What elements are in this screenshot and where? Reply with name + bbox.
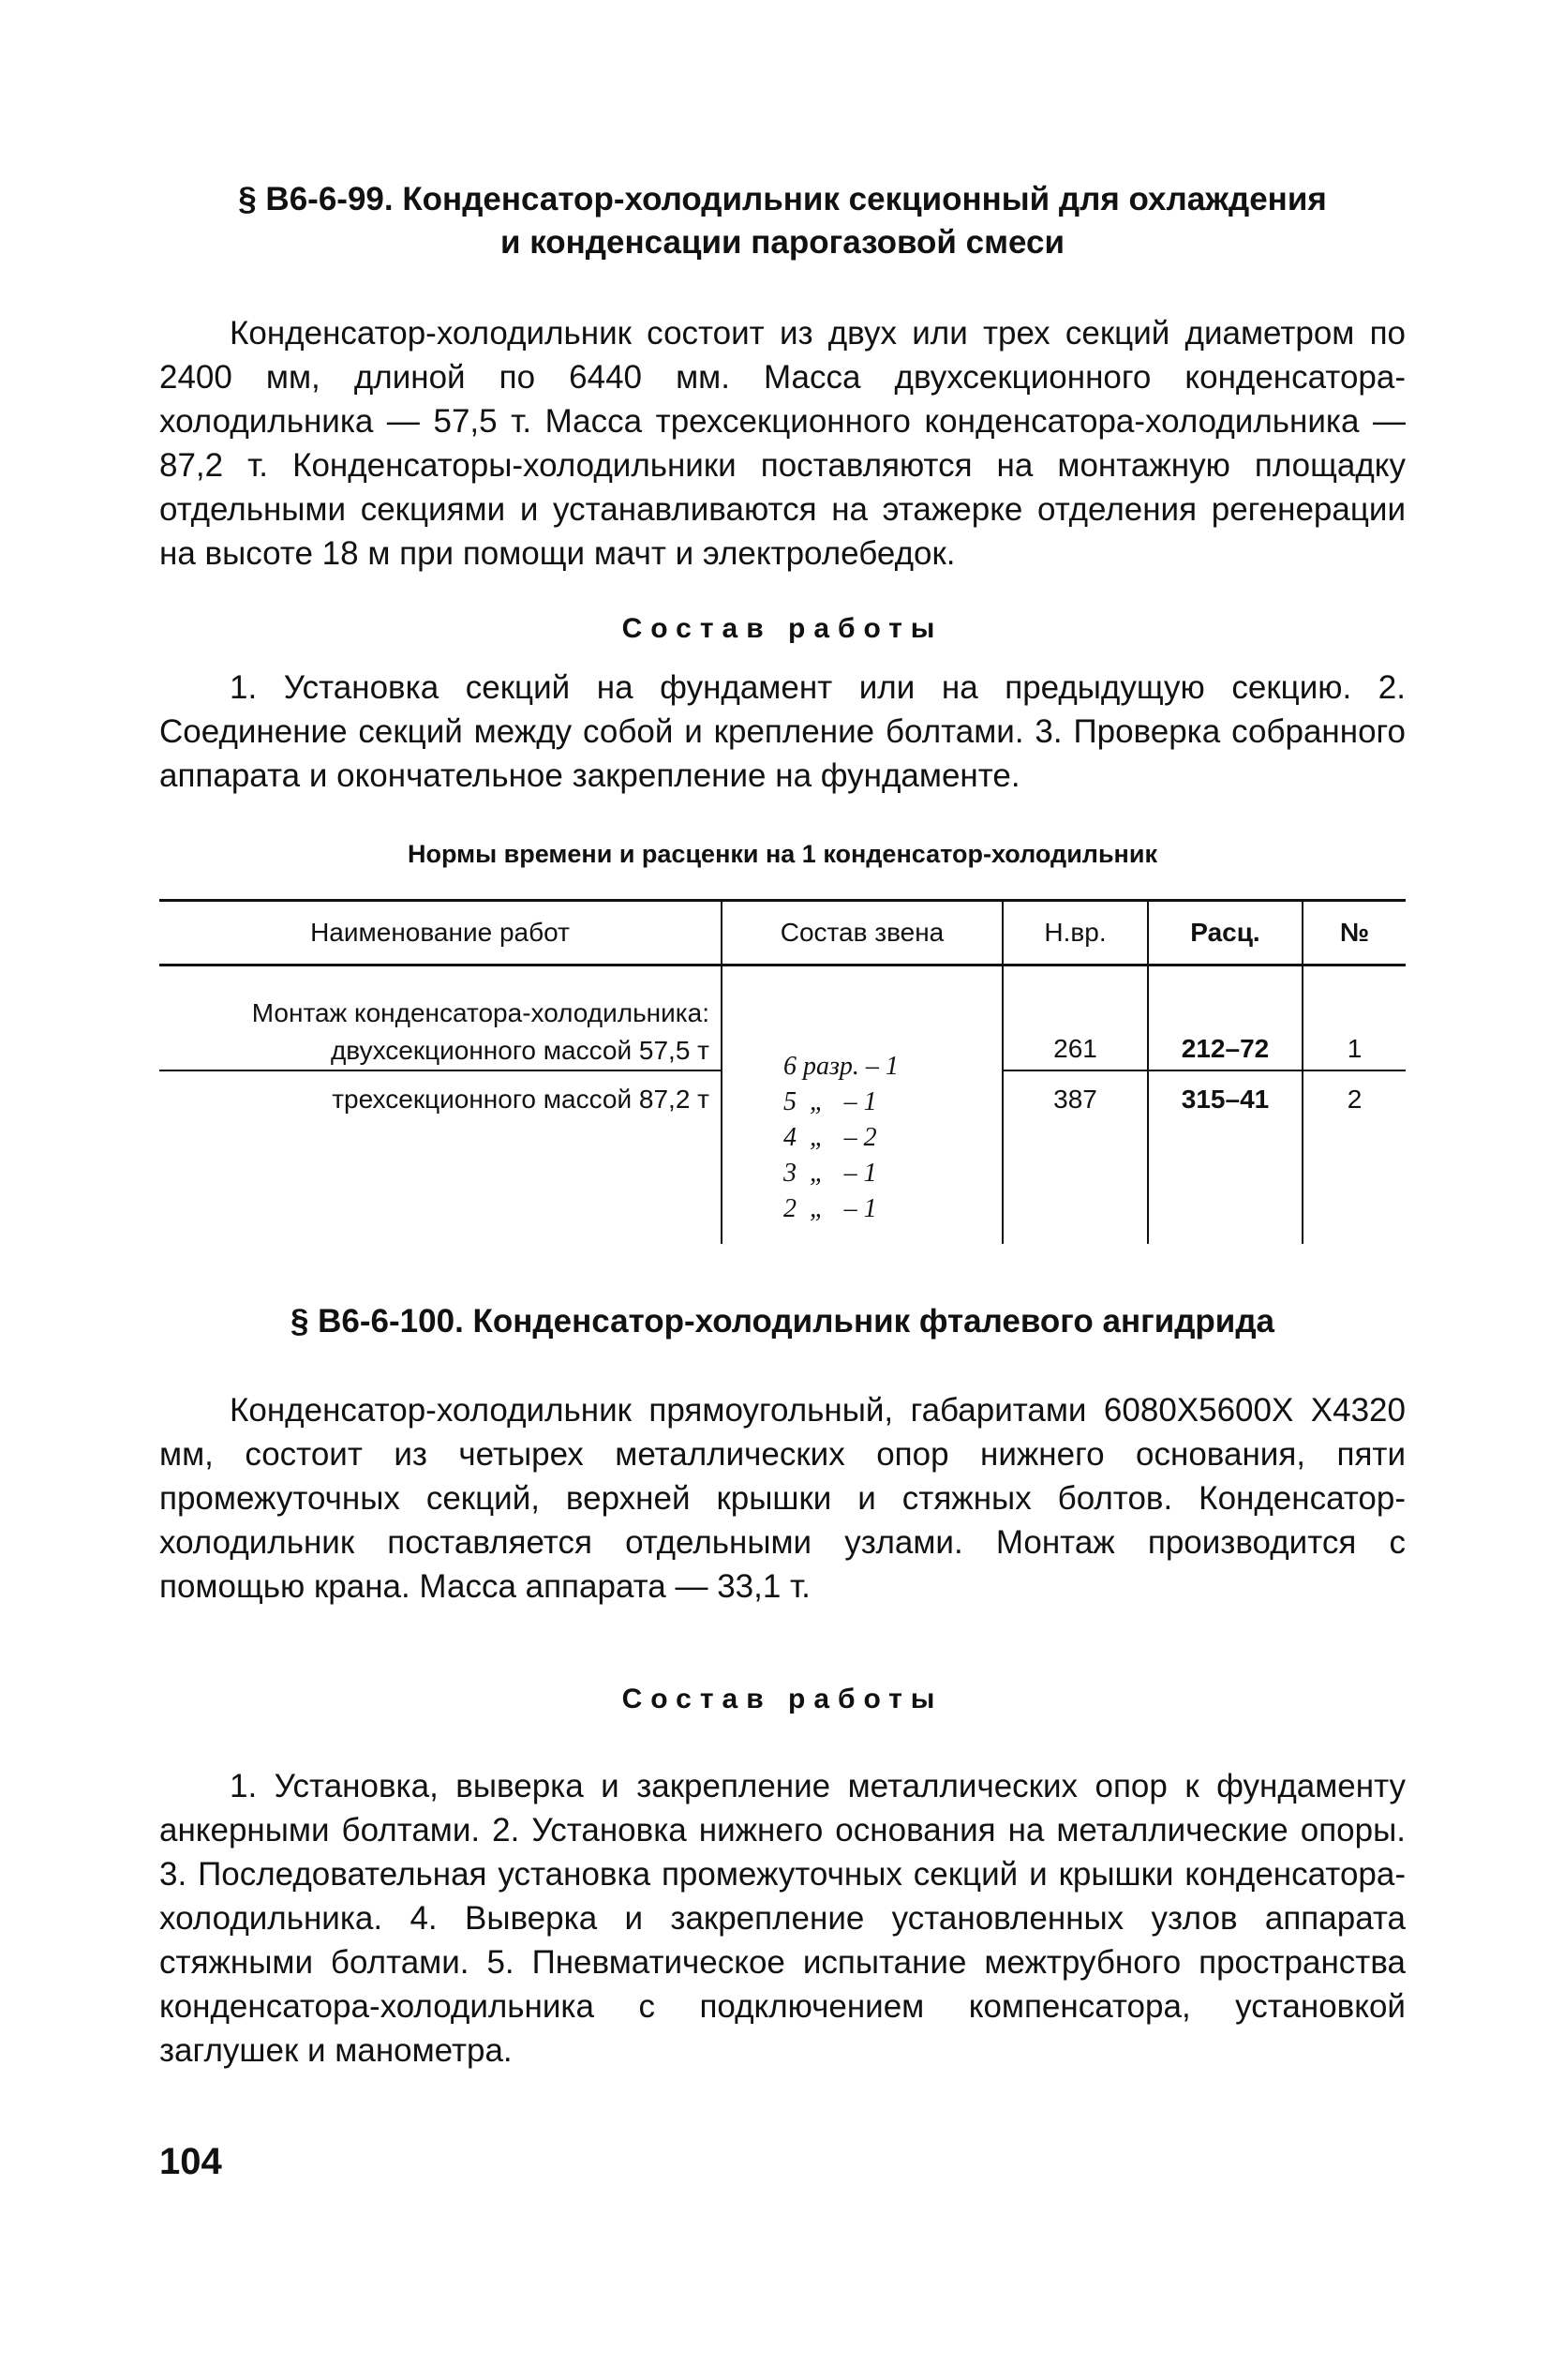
work-composition-heading: Состав работы (621, 1684, 944, 1714)
header-work-name: Наименование работ (159, 901, 722, 965)
header-rate: Расц. (1148, 901, 1303, 965)
work-name-cell: трехсекционного массой 87,2 т (159, 1070, 722, 1244)
norms-table-caption: Нормы времени и расценки на 1 конденсатор-холодильник (408, 840, 1157, 868)
table-row (159, 965, 1406, 1071)
section-title (159, 178, 1406, 264)
work-composition-text: 1. Установка, выверка и закрепление металлических опор к фундаменту анкерными болтами. 2. Установка нижнего основания на металлические опоры. 3. Последовательная установка промежуточных секций и крышки конденсатора-холодильника. 4. Выверка и закрепление установленных узлов аппарата стяжными болтами. 5. Пневматическое испытание межтрубного пространства конденсатора-холодильника с подключением компенсатора, установкой заглушек и манометра. (159, 1768, 1406, 2069)
crew-line: 4 „ – 2 (783, 1123, 877, 1152)
work-composition-text: 1. Установка секций на фундамент или на предыдущую секцию. 2. Соединение секций между собой и крепление болтами. 3. Проверка собранного аппарата и окончательное закрепление на фундаменте. (159, 669, 1406, 794)
time-norm-cell: 387 (1003, 1070, 1148, 1244)
section-description: Конденсатор-холодильник прямоугольный, габаритами 6080X5600X X4320 мм, состоит из четырех металлических опор нижнего основания, пяти промежуточных секций, верхней крышки и стяжных болтов. Конденсатор-холодильник поставляется отдельными узлами. Монтаж производится с помощью крана. Масса аппарата — 33,1 т. (159, 1392, 1406, 1605)
section-title-line: § В6-6-99. Конденсатор-холодильник секционный для охлаждения (238, 181, 1327, 217)
row-number-cell: 1 (1303, 965, 1406, 1071)
document-page (159, 178, 1406, 2073)
header-crew: Состав звена (722, 901, 1003, 965)
crew-line: 3 „ – 1 (783, 1159, 877, 1188)
header-time-norm: Н.вр. (1003, 901, 1148, 965)
rate-cell: 212–72 (1148, 965, 1303, 1071)
crew-line: 5 „ – 1 (783, 1087, 877, 1116)
crew-line: 6 разр. – 1 (783, 1052, 899, 1081)
section-title-line: и конденсации парогазовой смеси (499, 224, 1065, 261)
work-composition-heading: Состав работы (621, 613, 944, 644)
work-name-line: Монтаж конденсатора-холодильника: (251, 998, 709, 1027)
rate-cell: 315–41 (1148, 1070, 1303, 1244)
time-norm-cell: 261 (1003, 965, 1148, 1071)
work-name-cell (159, 965, 722, 1071)
crew-cell (722, 965, 1003, 1245)
table-header-row (159, 901, 1406, 965)
work-name-line: двухсекционного массой 57,5 т (330, 1036, 709, 1065)
norms-table (159, 899, 1406, 1244)
section-description: Конденсатор-холодильник состоит из двух или трех секций диаметром по 2400 мм, длиной по 6440 мм. Масса двухсекционного конденсатора-холодильника — 57,5 т. Масса трехсекционного конденсатора-холодильника — 87,2 т. Конденсаторы-холодильники поставляются на монтажную площадку отдельными секциями и устанавливаются на этажерке отделения регенерации на высоте 18 м при помощи мачт и электролебедок. (159, 315, 1406, 572)
section-title: § В6-6-100. Конденсатор-холодильник фталевого ангидрида (290, 1303, 1275, 1340)
page-number: 104 (159, 2141, 222, 2182)
header-number: № (1303, 901, 1406, 965)
row-number-cell: 2 (1303, 1070, 1406, 1244)
crew-line: 2 „ – 1 (783, 1194, 877, 1223)
